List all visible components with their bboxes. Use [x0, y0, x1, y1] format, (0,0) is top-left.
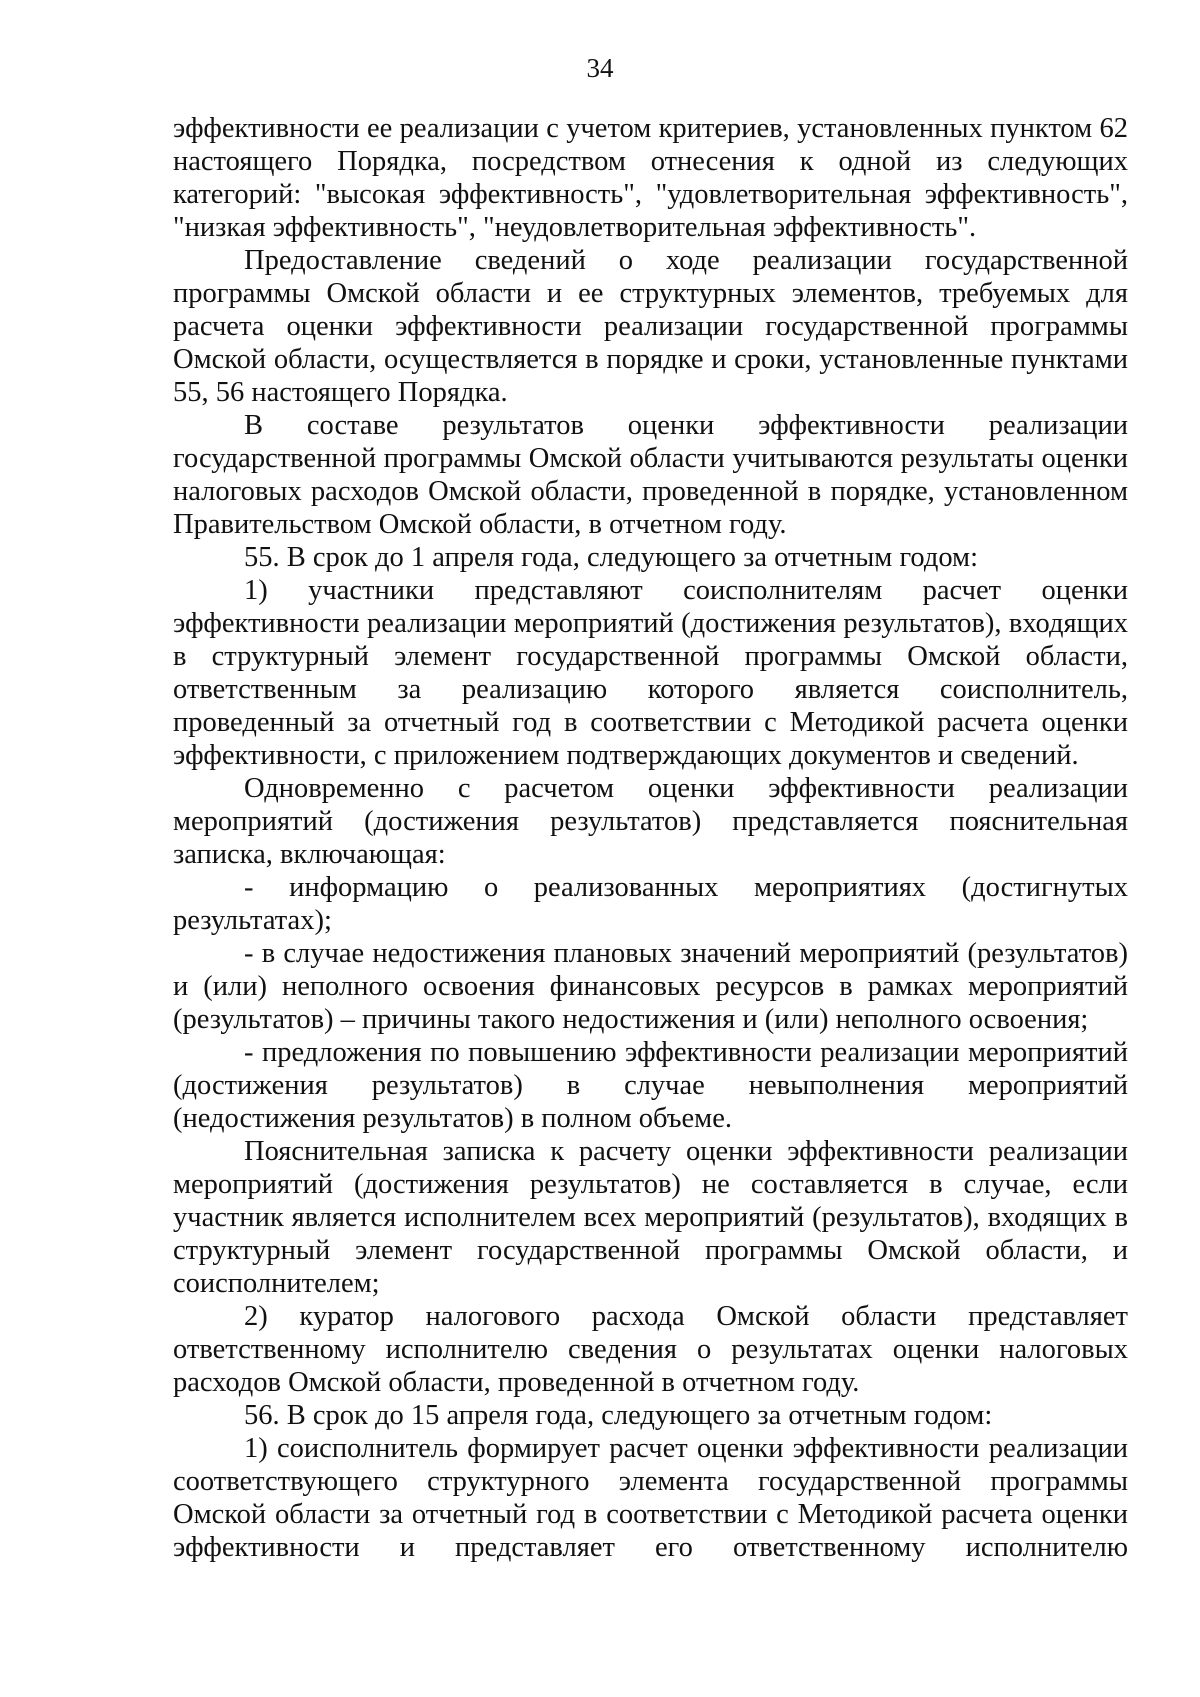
- list-item-non-achievement: - в случае недостижения плановых значений мероприятий (результатов) и (или) неполного освоения финансовых ресурсов в рамках мероприятий (результатов) – причины такого недостижения и (или) неполного освоения;: [173, 938, 1128, 1035]
- paragraph-explanatory-note: Одновременно с расчетом оценки эффективности реализации мероприятий (достижения результатов) представляется пояснительная записка, включающая:: [173, 773, 1128, 870]
- clause-55-item-1: 1) участники представляют соисполнителям расчет оценки эффективности реализации мероприятий (достижения результатов), входящих в структурный элемент государственной программы Омской области, ответственным за реализацию которого является соисполнитель, проведенный за отчетный год в соответствии с Методикой расчета оценки эффективности, с приложением подтверждающих документов и сведений.: [173, 575, 1128, 771]
- clause-56-item-1: 1) соисполнитель формирует расчет оценки эффективности реализации соответствующего структурного элемента государственной программы Омской области за отчетный год в соответствии с Методикой расчета оценки эффективности и представляет его ответственному исполнителю: [173, 1433, 1128, 1563]
- paragraph-information-provision: Предоставление сведений о ходе реализации государственной программы Омской области и ее структурных элементов, требуемых для расчета оценки эффективности реализации государственной программы Омской области, осуществляется в порядке и сроки, установленные пунктами 55, 56 настоящего Порядка.: [173, 245, 1128, 408]
- paragraph-note-exception: Пояснительная записка к расчету оценки эффективности реализации мероприятий (достижения результатов) не составляется в случае, если участник является исполнителем всех мероприятий (результатов), входящих в структурный элемент государственной программы Омской области, и соисполнителем;: [173, 1136, 1128, 1299]
- list-item-proposals: - предложения по повышению эффективности реализации мероприятий (достижения результатов) в случае невыполнения мероприятий (недостижения результатов) в полном объеме.: [173, 1037, 1128, 1134]
- document-body: [173, 112, 1128, 1564]
- paragraph-continuation: эффективности ее реализации с учетом критериев, установленных пунктом 62 настоящего Порядка, посредством отнесения к одной из следующих категорий: "высокая эффективность", "удовлетворительная эффективность", "низкая эффективность", "неудовлетворительная эффективность".: [173, 113, 1128, 243]
- clause-56-heading: 56. В срок до 15 апреля года, следующего за отчетным годом:: [244, 1400, 993, 1431]
- paragraph-tax-expenditure-results: В составе результатов оценки эффективности реализации государственной программы Омской области учитываются результаты оценки налоговых расходов Омской области, проведенной в порядке, установленном Правительством Омской области, в отчетном году.: [173, 410, 1128, 540]
- clause-55-heading: 55. В срок до 1 апреля года, следующего за отчетным годом:: [244, 542, 979, 573]
- clause-55-item-2: 2) куратор налогового расхода Омской области представляет ответственному исполнителю сведения о результатах оценки налоговых расходов Омской области, проведенной в отчетном году.: [173, 1301, 1128, 1398]
- page-number: 34: [586, 53, 614, 83]
- list-item-information: - информацию о реализованных мероприятиях (достигнутых результатах);: [173, 872, 1128, 936]
